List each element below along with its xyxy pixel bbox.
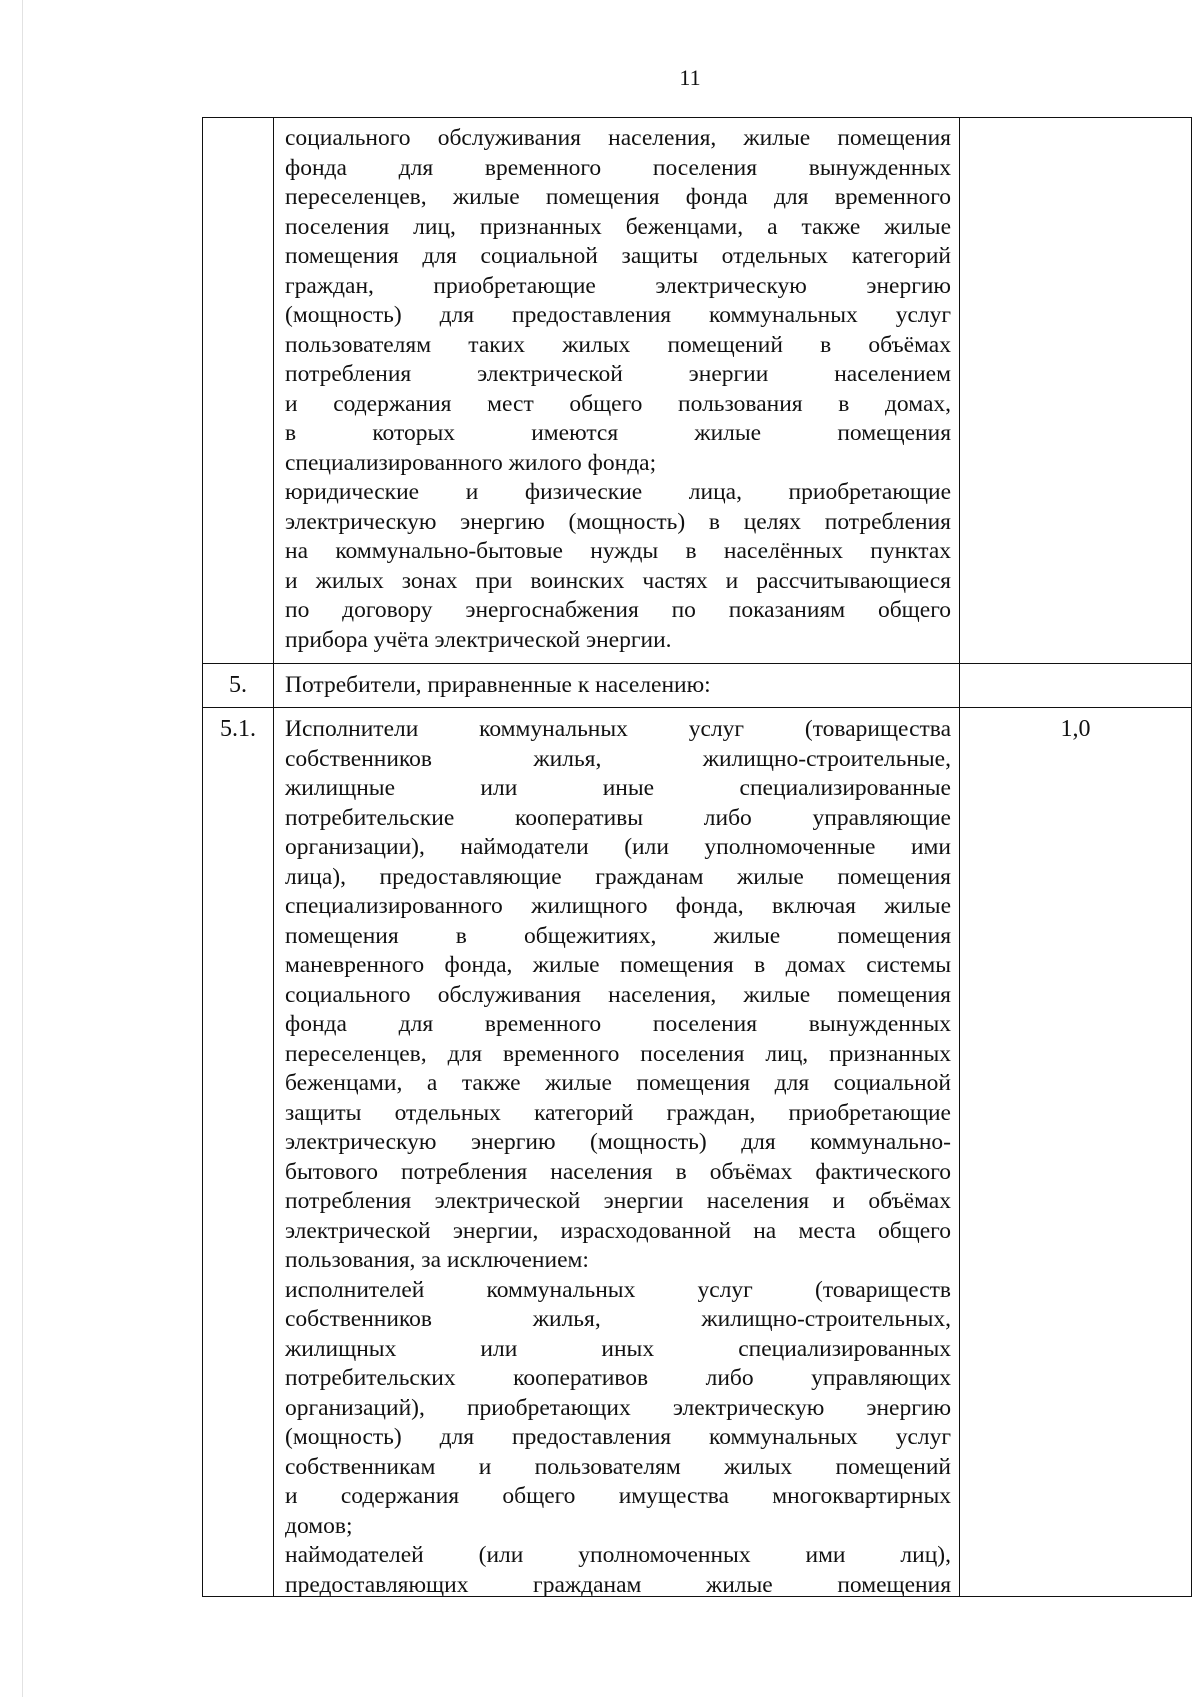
text-line: переселенцев, жилые помещения фонда для временного <box>285 184 951 210</box>
text-line: поселения лиц, признанных беженцами, а также жилые <box>285 213 951 240</box>
row-coefficient <box>960 663 1191 671</box>
text-line: защиты отдельных категорий граждан, приобретающие <box>285 1099 951 1126</box>
row-coefficient-cell <box>960 707 1191 1596</box>
paragraph <box>274 1276 959 1542</box>
text-line: помещения для социальной защиты отдельных категорий <box>285 243 951 269</box>
text-line: социального обслуживания населения, жилые помещения <box>285 125 951 151</box>
text-line: фонда для временного поселения вынужденных <box>285 1011 951 1037</box>
text-line: электрическую энергию (мощность) для коммунально- <box>285 1129 951 1155</box>
text-line: организаций), приобретающих электрическую энергию <box>285 1394 951 1421</box>
text-line: пользования, за исключением: <box>285 1247 589 1273</box>
text-line: электрическую энергию (мощность) в целях потребления <box>285 508 951 535</box>
tariff-table <box>202 117 1192 1597</box>
text-line: помещения в общежитиях, жилые помещения <box>285 922 951 949</box>
text-line: социального обслуживания населения, жилые помещения <box>285 981 951 1008</box>
text-line: потребительские кооперативы либо управляющие <box>285 804 951 831</box>
row-description-cell <box>274 707 960 1596</box>
text-line: Потребители, приравненные к населению: <box>285 672 711 698</box>
row-coefficient: 1,0 <box>1060 716 1091 742</box>
text-line: переселенцев, для временного поселения лиц, признанных <box>285 1040 951 1067</box>
page-number: 11 <box>679 65 701 90</box>
text-line: юридические и физические лица, приобретающие <box>285 479 951 505</box>
text-line: и содержания мест общего пользования в домах, <box>285 390 951 417</box>
paragraph <box>274 124 959 478</box>
row-number: 5. <box>229 672 247 698</box>
text-line: организации), наймодатели (или уполномоченные ими <box>285 834 951 860</box>
text-line: по договору энергоснабжения по показаниям общего <box>285 597 951 623</box>
text-line: маневренного фонда, жилые помещения в домах системы <box>285 952 951 978</box>
row-coefficient <box>960 118 1191 126</box>
row-description-cell <box>274 663 960 707</box>
paragraph <box>274 1541 959 1600</box>
row-number <box>203 118 273 126</box>
row-number: 5.1. <box>220 716 256 742</box>
row-description <box>274 663 959 701</box>
text-line: беженцами, а также жилые помещения для социальной <box>285 1070 951 1096</box>
row-description <box>274 118 959 655</box>
text-line: жилищных или иных специализированных <box>285 1335 951 1362</box>
text-line: пользователям таких жилых помещений в объёмах <box>285 331 951 358</box>
text-line: собственников жилья, жилищно-строительных, <box>285 1306 951 1332</box>
row-number-cell <box>203 118 274 663</box>
row-description-cell <box>274 118 960 663</box>
row-description <box>274 707 959 1600</box>
text-line: (мощность) для предоставления коммунальных услуг <box>285 302 951 328</box>
paragraph <box>274 478 959 655</box>
text-line: предоставляющих гражданам жилые помещения <box>285 1571 951 1598</box>
text-line: бытового потребления населения в объёмах фактического <box>285 1158 951 1185</box>
text-line: наймодателей (или уполномоченных ими лиц), <box>285 1542 951 1568</box>
text-line: лица), предоставляющие гражданам жилые помещения <box>285 863 951 890</box>
text-line: собственников жилья, жилищно-строительные, <box>285 745 951 772</box>
table-row <box>203 707 1191 1596</box>
text-line: фонда для временного поселения вынужденных <box>285 154 951 181</box>
row-coefficient-cell <box>960 663 1191 707</box>
text-line: собственникам и пользователям жилых помещений <box>285 1453 951 1480</box>
text-line: граждан, приобретающие электрическую энергию <box>285 272 951 299</box>
table-row <box>203 663 1191 708</box>
text-line: и жилых зонах при воинских частях и рассчитывающиеся <box>285 567 951 594</box>
text-line: специализированного жилого фонда; <box>285 449 657 476</box>
text-line: жилищные или иные специализированные <box>285 775 951 801</box>
text-line: потребительских кооперативов либо управляющих <box>285 1365 951 1391</box>
text-line: исполнителей коммунальных услуг (товариществ <box>285 1276 951 1303</box>
table-row <box>203 118 1191 664</box>
text-line: потребления электрической энергии населением <box>285 361 951 387</box>
text-line: (мощность) для предоставления коммунальных услуг <box>285 1424 951 1450</box>
text-line: специализированного жилищного фонда, включая жилые <box>285 893 951 919</box>
paragraph <box>274 671 959 701</box>
text-line: в которых имеются жилые помещения <box>285 420 951 446</box>
text-line: домов; <box>285 1512 353 1539</box>
row-number-cell <box>203 707 274 1596</box>
text-line: потребления электрической энергии населения и объёмах <box>285 1188 951 1214</box>
text-line: и содержания общего имущества многоквартирных <box>285 1483 951 1509</box>
text-line: электрической энергии, израсходованной на места общего <box>285 1217 951 1244</box>
scan-edge-line <box>22 0 23 1697</box>
row-number-cell <box>203 663 274 707</box>
text-line: на коммунально-бытовые нужды в населённых пунктах <box>285 538 951 564</box>
text-line: Исполнители коммунальных услуг (товарищества <box>285 716 951 742</box>
row-coefficient-cell <box>960 118 1191 663</box>
text-line: прибора учёта электрической энергии. <box>285 626 672 653</box>
paragraph <box>274 715 959 1276</box>
